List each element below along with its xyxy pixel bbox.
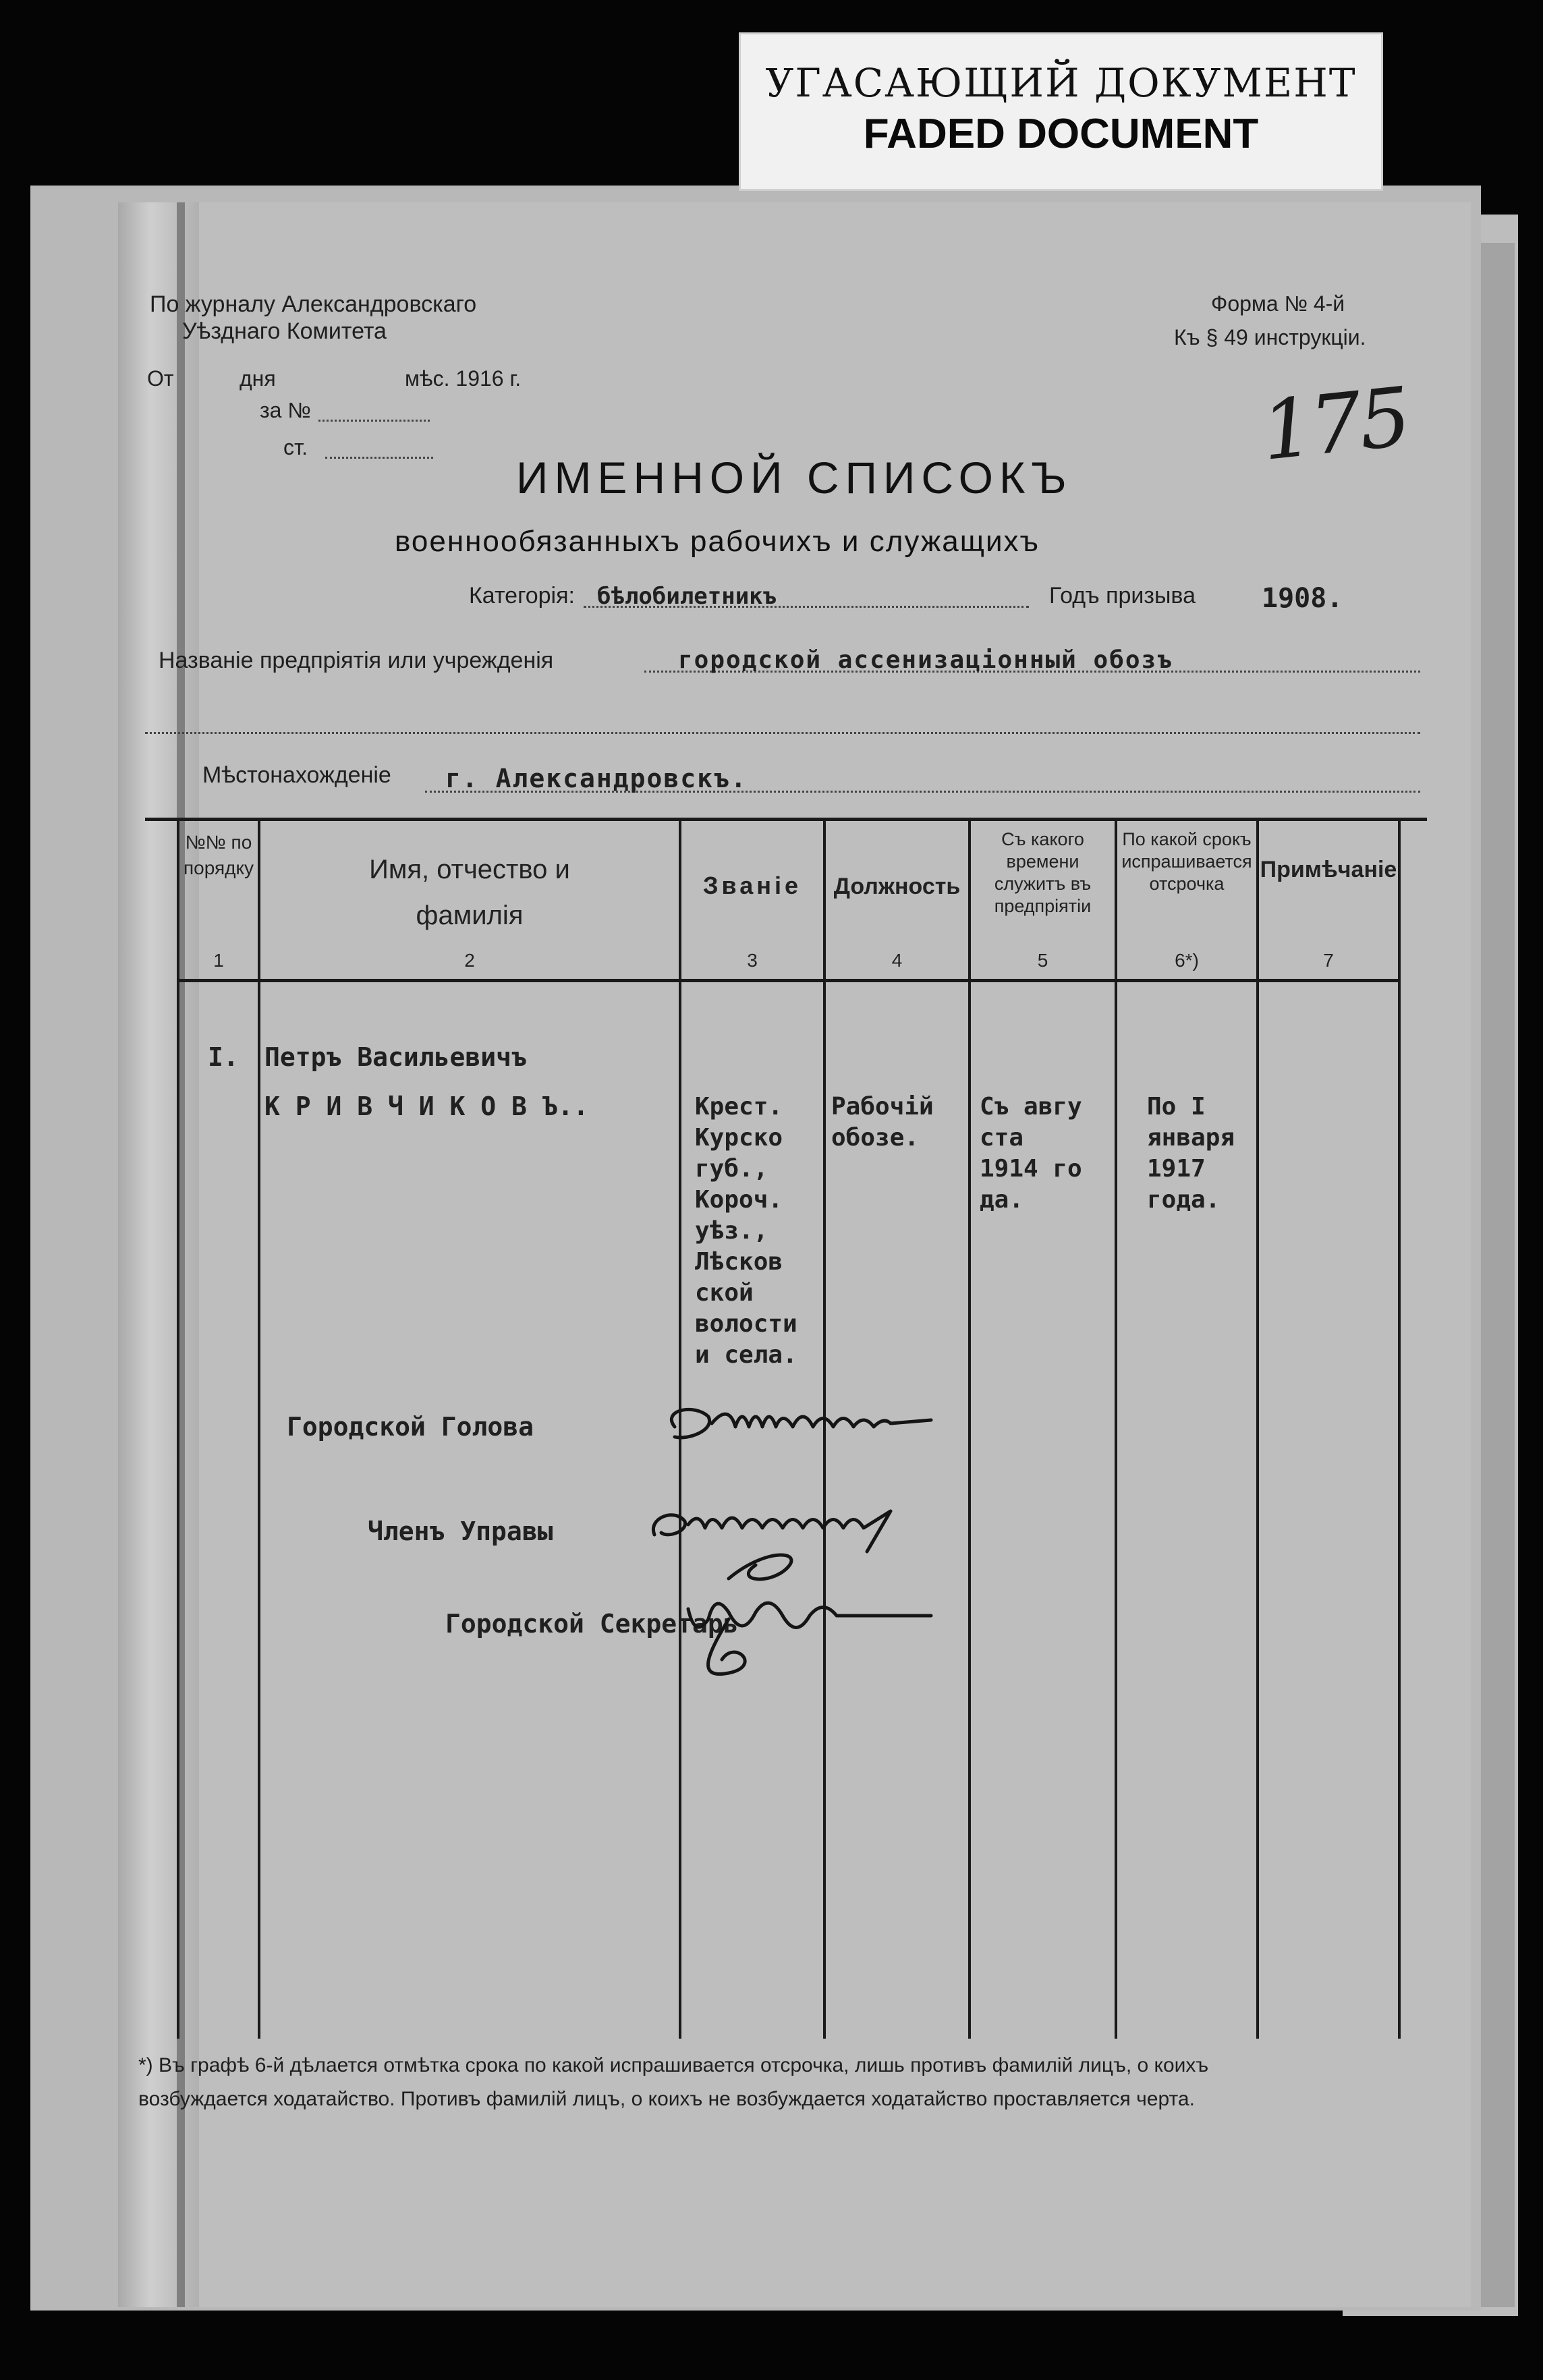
footnote-line2: возбуждается ходатайство. Противъ фамилій лицъ, о коихъ не возбуждается ходатайство проставляется черта. <box>138 2088 1195 2110</box>
archive-page-number: 175 <box>1257 370 1413 479</box>
table-left-border <box>177 818 179 2039</box>
header-num-1: 1 <box>213 950 224 971</box>
header-col-name: Имя, отчество и фамилія <box>369 855 570 930</box>
row-rank-line: Крест. <box>695 1093 783 1121</box>
row-rank <box>695 1092 797 1371</box>
row-name-line1: Петръ Васильевичъ <box>264 1042 527 1072</box>
document-page <box>159 202 1471 2307</box>
row-since-line: да. <box>980 1186 1024 1214</box>
category-label: Категорія: <box>469 583 575 608</box>
article-label: ст. <box>283 435 308 459</box>
year-label: Годъ призыва <box>1049 583 1196 608</box>
article-blank <box>325 457 433 459</box>
header-num-3: 3 <box>747 950 758 971</box>
row-rank-line: Курско <box>695 1124 783 1152</box>
journal-reference-line1: По журналу Александровскаго <box>150 291 477 317</box>
row-rank-line: Короч. <box>695 1186 783 1214</box>
location-value: г. Александровскъ. <box>445 764 748 793</box>
instruction-reference: Къ § 49 инструкціи. <box>1174 325 1366 349</box>
date-from-label: От <box>147 366 174 391</box>
document-subtitle: военнообязанныхъ рабочихъ и служащихъ <box>395 525 1040 558</box>
number-blank <box>318 420 430 422</box>
document-title: ИМЕННОЙ СПИСОКЪ <box>516 453 1073 503</box>
column-divider-1 <box>258 818 260 2039</box>
year-value: 1908. <box>1262 583 1343 614</box>
number-label: за № <box>260 398 311 422</box>
header-col-since: Съ какого времени служитъ въ предпріятіи <box>994 829 1092 916</box>
row-until-line: года. <box>1147 1186 1221 1214</box>
faded-document-label <box>739 32 1383 191</box>
row-position <box>831 1092 934 1154</box>
date-day-label: дня <box>240 366 276 391</box>
table-header-rule <box>177 979 1398 982</box>
row-since <box>980 1092 1082 1216</box>
enterprise-second-line <box>145 732 1420 734</box>
row-position-line: Рабочій <box>831 1093 934 1121</box>
handwritten-signatures <box>648 1390 1120 1713</box>
row-since-line: 1914 го <box>980 1155 1082 1183</box>
header-num-2: 2 <box>464 950 475 971</box>
header-col-rank: Званіе <box>703 872 802 899</box>
header-col-number: №№ по порядку <box>183 832 254 878</box>
table-right-border <box>1398 818 1401 2039</box>
row-rank-line: Лѣсков <box>695 1248 783 1276</box>
journal-reference-line2: Уѣзднаго Комитета <box>182 318 387 344</box>
label-russian: УГАСАЮЩИЙ ДОКУМЕНТ <box>765 60 1357 106</box>
column-divider-6 <box>1256 818 1259 2039</box>
header-col-position: Должность <box>833 874 961 899</box>
row-rank-line: и села. <box>695 1341 797 1369</box>
form-number: Форма № 4-й <box>1211 291 1345 316</box>
location-label: Мѣстонахожденіе <box>202 762 391 788</box>
row-position-line: обозе. <box>831 1124 920 1152</box>
footnote-line1: *) Въ графѣ 6-й дѣлается отмѣтка срока по какой испрашивается отсрочка, лишь противъ фамилій лицъ, о коихъ <box>138 2054 1209 2076</box>
row-since-line: ста <box>980 1124 1024 1152</box>
header-num-5: 5 <box>1037 950 1048 971</box>
table-top-rule <box>145 818 1427 821</box>
header-num-6: 6*) <box>1175 950 1199 971</box>
category-value: бѣлобилетникъ <box>597 583 777 610</box>
row-until-line: По I <box>1147 1093 1206 1121</box>
row-rank-line: волости <box>695 1310 797 1338</box>
row-since-line: Съ авгу <box>980 1093 1082 1121</box>
header-col-remarks: Примѣчаніе <box>1260 857 1397 882</box>
signature-mayor-label: Городской Голова <box>287 1412 534 1442</box>
row-until-line: января <box>1147 1124 1235 1152</box>
row-until-line: 1917 <box>1147 1155 1206 1183</box>
row-index: I. <box>208 1042 239 1072</box>
row-rank-line: губ., <box>695 1155 768 1183</box>
header-col-until: По какой срокъ испрашивается отсрочка <box>1121 829 1252 894</box>
header-num-4: 4 <box>891 950 903 971</box>
enterprise-label: Названіе предпріятія или учрежденія <box>159 648 554 673</box>
row-rank-line: уѣз., <box>695 1217 768 1245</box>
signature-secretary-label: Городской Секретарь <box>445 1609 739 1639</box>
row-until <box>1147 1092 1235 1216</box>
label-english: FADED DOCUMENT <box>863 111 1259 157</box>
row-name-line2: К Р И В Ч И К О В Ъ.. <box>264 1092 589 1121</box>
enterprise-value: городской ассенизаціонный обозъ <box>678 646 1173 674</box>
header-num-7: 7 <box>1323 950 1334 971</box>
row-rank-line: ской <box>695 1279 754 1307</box>
signature-member-label: Членъ Управы <box>368 1517 553 1546</box>
date-month-year: мѣс. 1916 г. <box>405 366 522 391</box>
page-binding <box>118 202 199 2307</box>
